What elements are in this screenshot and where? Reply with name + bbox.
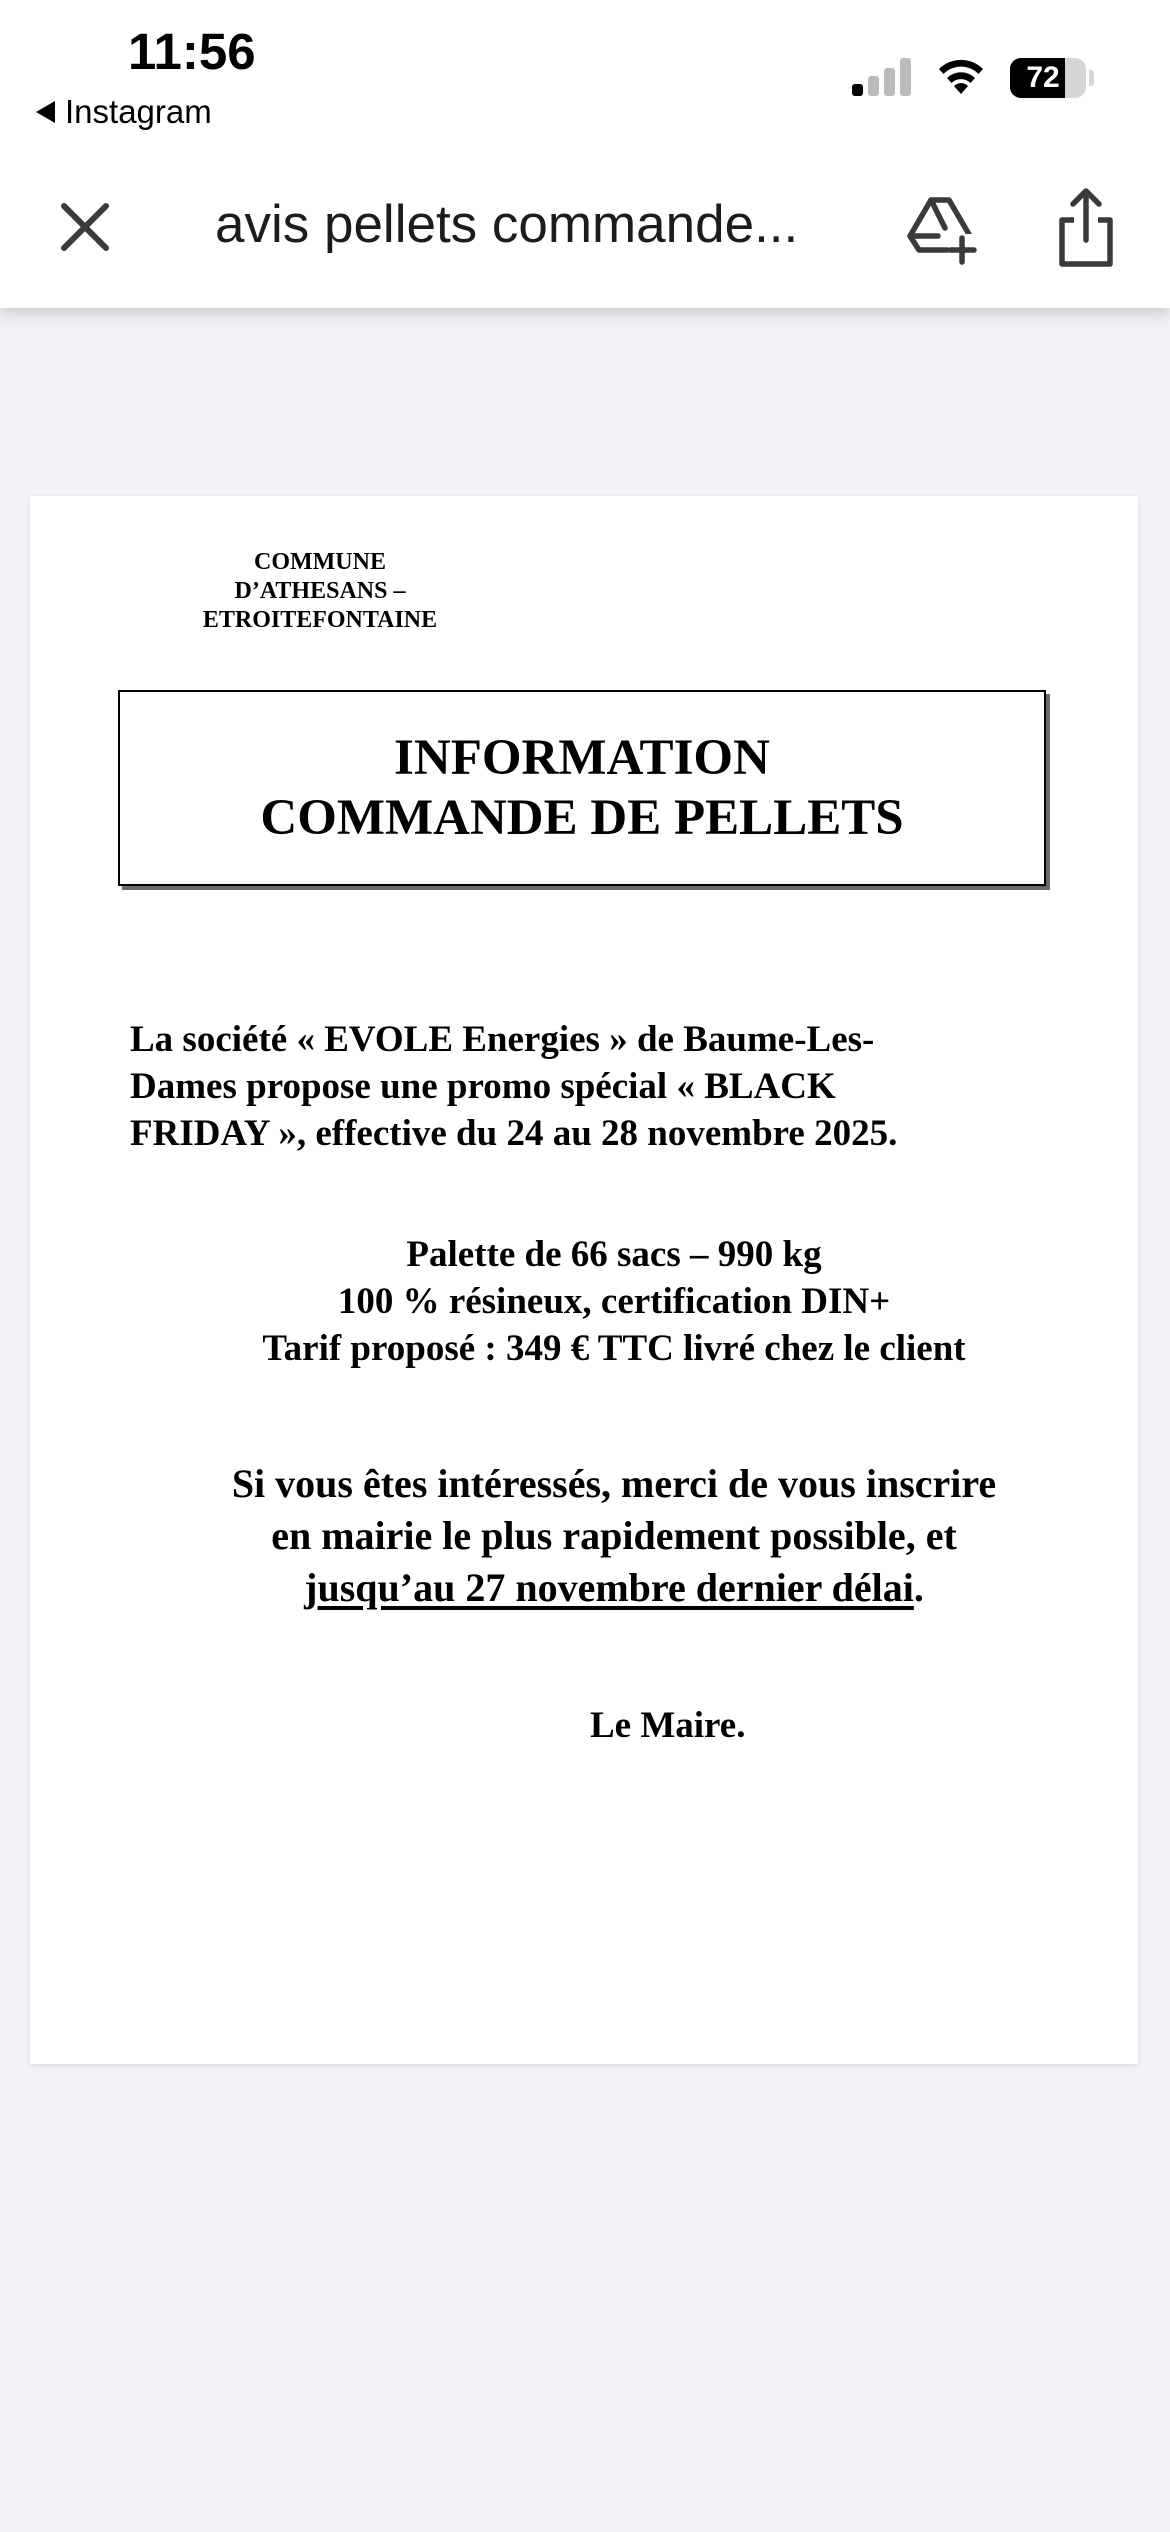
intro-paragraph: [130, 1016, 1030, 1157]
detail-line: 100 % résineux, certification DIN+: [337, 1281, 891, 1322]
status-time: 11:56: [128, 23, 256, 80]
signal-bar: [852, 84, 863, 96]
document-title: avis pellets commande...: [215, 195, 799, 254]
detail-line: Palette de 66 sacs – 990 kg: [406, 1234, 822, 1275]
close-icon[interactable]: [50, 192, 120, 262]
signal-bar: [900, 58, 911, 96]
signature: Le Maire.: [590, 1705, 746, 1746]
battery-nub: [1089, 70, 1094, 86]
cellular-signal-icon: [852, 58, 914, 96]
commune-line: COMMUNE: [254, 549, 386, 575]
detail-line: Tarif proposé : 349 € TTC livré chez le client: [262, 1328, 966, 1369]
deadline-period: .: [913, 1565, 924, 1610]
intro-line: Dames propose une promo spécial « BLACK: [130, 1066, 836, 1107]
commune-header: [130, 548, 510, 635]
top-app-bar: [0, 0, 1170, 308]
intro-line: FRIDAY », effective du 24 au 28 novembre 2025.: [130, 1113, 898, 1154]
document-page: [30, 496, 1138, 2064]
back-triangle-icon: [36, 101, 55, 123]
wifi-icon: [935, 54, 987, 96]
cta-line: Si vous êtes intéressés, merci de vous inscrire: [231, 1461, 997, 1506]
intro-line: La société « EVOLE Energies » de Baume-Les-: [130, 1019, 875, 1060]
back-app-label: Instagram: [65, 93, 212, 130]
share-icon[interactable]: [1046, 186, 1126, 270]
battery-icon: [1010, 58, 1086, 98]
deadline-text: jusqu’au 27 novembre dernier délai: [304, 1565, 914, 1610]
heading-line-2: COMMANDE DE PELLETS: [260, 790, 904, 846]
offer-details: [90, 1231, 1138, 1372]
battery-level: 72: [1026, 61, 1060, 94]
add-to-drive-icon[interactable]: [900, 188, 980, 268]
heading-box: [118, 690, 1046, 886]
back-to-app-link[interactable]: [36, 92, 212, 132]
signal-bar: [884, 68, 895, 96]
commune-name: D’ATHESANS – ETROITEFONTAINE: [202, 578, 438, 633]
registration-paragraph: [90, 1458, 1138, 1614]
heading-line-1: INFORMATION: [394, 730, 770, 786]
cta-deadline-line: [90, 1562, 1138, 1614]
signal-bar: [868, 76, 879, 96]
cta-line: en mairie le plus rapidement possible, et: [271, 1513, 957, 1558]
